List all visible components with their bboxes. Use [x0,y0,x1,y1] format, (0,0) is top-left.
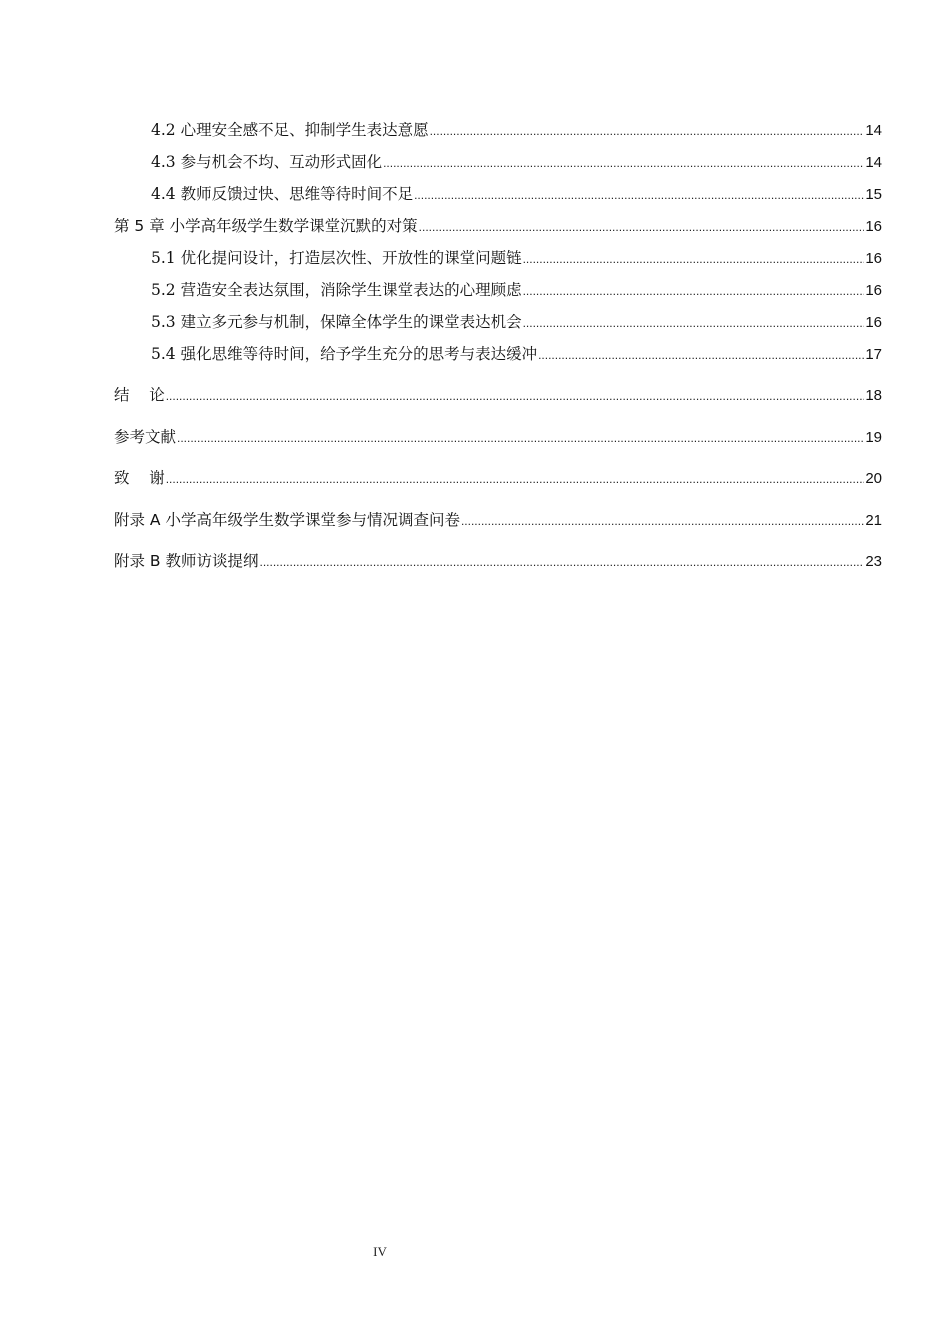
toc-entry-title: 参考文献 [114,428,177,446]
toc-entry-page: 16 [865,218,882,235]
toc-entry-title: 结 论 [114,386,165,404]
toc-entry-5-1[interactable] [114,246,882,270]
toc-entry-title: 5.1 优化提问设计，打造层次性、开放性的课堂问题链 [151,249,522,267]
toc-entry-4-2[interactable] [114,118,882,142]
toc-entry-page: 20 [865,470,882,487]
toc-entry-acknowledgements[interactable] [114,466,882,490]
toc-entry-page: 17 [865,346,882,363]
toc-entry-title: 第 5 章 小学高年级学生数学课堂沉默的对策 [114,217,418,235]
toc-entry-references[interactable] [114,425,882,449]
toc-entry-title: 5.3 建立多元参与机制，保障全体学生的课堂表达机会 [151,313,522,331]
toc-entry-5-4[interactable] [114,342,882,366]
toc-entry-4-3[interactable] [114,150,882,174]
toc-entry-title: 4.4 教师反馈过快、思维等待时间不足 [151,185,414,203]
toc-dot-leader [414,183,864,207]
toc-entry-page: 23 [865,553,882,570]
toc-entry-5-3[interactable] [114,310,882,334]
toc-entry-5-2[interactable] [114,278,882,302]
toc-dot-leader [166,467,865,491]
toc-entry-title: 附录 A 小学高年级学生数学课堂参与情况调查问卷 [114,511,460,529]
toc-dot-leader [523,279,865,303]
toc-dot-leader [523,311,865,335]
toc-dot-leader [523,247,865,271]
toc-dot-leader [430,119,865,143]
toc-dot-leader [166,384,865,408]
toc-entry-4-4[interactable] [114,182,882,206]
toc-entry-appendix-a[interactable] [114,508,882,532]
toc-entry-appendix-b[interactable] [114,549,882,573]
toc-entry-title: 5.4 强化思维等待时间，给予学生充分的思考与表达缓冲 [151,345,538,363]
toc-entry-page: 18 [865,387,882,404]
page-footer-number: IV [373,1244,387,1259]
toc-dot-leader [419,215,865,239]
toc-entry-page: 16 [865,250,882,267]
toc-entry-conclusion[interactable] [114,383,882,407]
toc-dot-leader [461,509,864,533]
toc-entry-title: 4.2 心理安全感不足、抑制学生表达意愿 [151,121,429,139]
toc-entry-page: 16 [865,314,882,331]
toc-entry-page: 21 [865,512,882,529]
toc-entry-chapter-5[interactable] [114,214,882,238]
toc-entry-title: 5.2 营造安全表达氛围，消除学生课堂表达的心理顾虑 [151,281,522,299]
toc-dot-leader [177,426,864,450]
toc-entry-page: 14 [865,122,882,139]
toc-dot-leader [538,343,864,367]
toc-entry-title: 致 谢 [114,469,165,487]
toc-dot-leader [383,151,864,175]
toc-entry-page: 14 [865,154,882,171]
toc-entry-title: 4.3 参与机会不均、互动形式固化 [151,153,383,171]
toc-entry-title: 附录 B 教师访谈提纲 [114,552,259,570]
toc-entry-page: 15 [865,186,882,203]
toc-entry-page: 16 [865,282,882,299]
toc-dot-leader [260,550,865,574]
toc-entry-page: 19 [865,429,882,446]
